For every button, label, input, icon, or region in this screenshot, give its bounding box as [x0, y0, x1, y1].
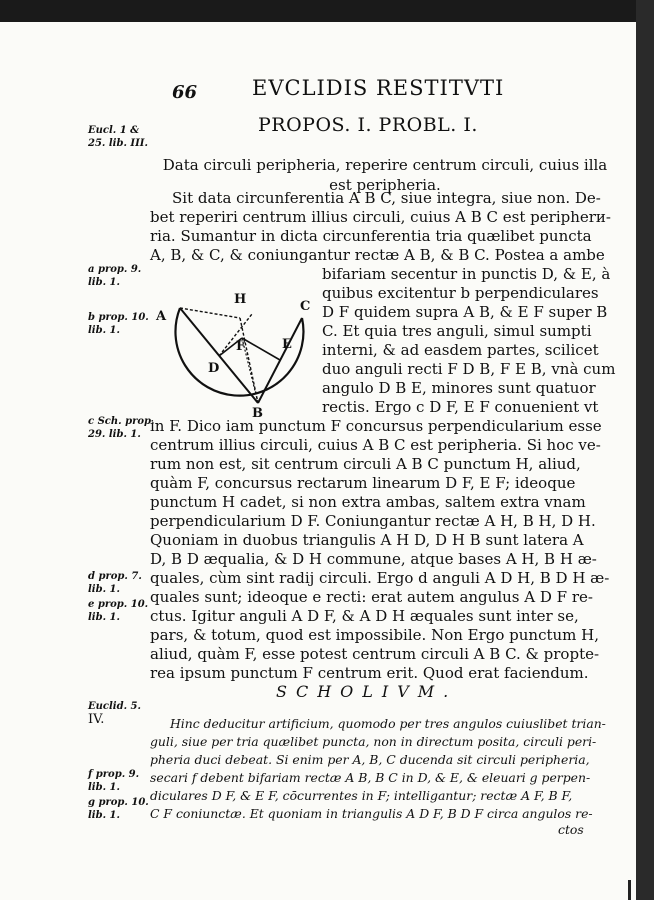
- body-line: quales, cùm sint radij circuli. Ergo d anguli A D H, B D H æ-: [150, 569, 610, 587]
- margin-note: [88, 311, 149, 337]
- scan-top-border: [0, 0, 654, 22]
- body-line: duo anguli recti F D B, F E B, vnà cum: [322, 360, 616, 378]
- margin-note-line: 29. lib. 1.: [88, 429, 141, 440]
- body-line: centrum illius circuli, cuius A B C est peripheria. Si hoc ve-: [150, 436, 601, 454]
- margin-note: [88, 598, 148, 624]
- margin-note-line: 25. lib. III.: [88, 138, 148, 149]
- body-line: quàm F, concursus rectarum linearum D F, E F; ideoque: [150, 474, 576, 492]
- body-line: pars, & totum, quod est impossibile. Non Ergo punctum H,: [150, 626, 600, 644]
- body-line-final: rea ipsum punctum F centrum erit. Quod erat faciendum.: [150, 664, 589, 682]
- geometry-figure: [150, 288, 320, 418]
- margin-note: [88, 124, 148, 150]
- body-line: A, B, & C, & coniungantur rectæ A B, & B C. Postea a ambe: [150, 246, 605, 264]
- margin-note-line: e prop. 10.: [88, 599, 149, 610]
- margin-note: [88, 263, 141, 289]
- body-line: C. Et quia tres anguli, simul sumpti: [322, 322, 592, 340]
- margin-note-line: a prop. 9.: [88, 264, 142, 275]
- body-line: punctum H cadet, si non extra ambas, saltem extra vnam: [150, 493, 586, 511]
- margin-note: [88, 700, 141, 726]
- margin-note-line: lib. 1.: [88, 277, 120, 288]
- scholium-line: ctos: [558, 822, 584, 837]
- body-line: quales sunt; ideoque e recti: erat autem angulus A D F re-: [150, 588, 593, 606]
- margin-note-line: lib. 1.: [88, 584, 120, 595]
- body-line: perpendicularium D F. Coniungantur rectæ A H, B H, D H.: [150, 512, 596, 530]
- margin-note-line: lib. 1.: [88, 810, 120, 821]
- line-ef: [242, 338, 280, 360]
- body-line: D F quidem supra A B, & E F super B: [322, 303, 608, 321]
- scholium-line: guli, siue per tria quælibet puncta, non in directum posita, circuli peri-: [150, 734, 597, 749]
- body-line: rum non est, sit centrum circuli A B C punctum H, aliud,: [150, 455, 581, 473]
- enunciation-line: est peripheria.: [329, 176, 441, 194]
- page-number: 66: [172, 82, 198, 103]
- body-line: in F. Dico iam punctum F concursus perpendicularium esse: [150, 417, 602, 435]
- running-title: EVCLIDIS RESTITVTI: [252, 76, 505, 100]
- scan-edge-mark: [628, 880, 631, 900]
- body-line: aliud, quàm F, esse potest centrum circuli A B C. & propte-: [150, 645, 600, 663]
- margin-note-line: Euclid. 5.: [88, 701, 141, 712]
- margin-note: [88, 570, 142, 596]
- margin-note: [88, 796, 149, 822]
- margin-note-line: b prop. 10.: [88, 312, 149, 323]
- body-line: D, B D æqualia, & D H commune, atque bases A H, B H æ-: [150, 550, 597, 568]
- body-line: bet reperiri centrum illius circuli, cuius A B C est peripherи-: [150, 208, 611, 226]
- proposition-title: PROPOS. I. PROBL. I.: [258, 114, 478, 136]
- margin-note-line: IV.: [88, 712, 105, 727]
- margin-note-line: d prop. 7.: [88, 571, 142, 582]
- scan-right-border: [636, 0, 654, 900]
- label-c: C: [300, 299, 311, 314]
- body-line: rectis. Ergo c D F, E F conuenient vt: [322, 398, 599, 416]
- body-line: Quoniam in duobus triangulis A H D, D H B sunt latera A: [150, 531, 584, 549]
- scholium-line: Hinc deducitur artificium, quomodo per tres angulos cuiuslibet trian-: [170, 716, 606, 731]
- label-f: F: [236, 339, 246, 354]
- margin-note: [88, 768, 139, 794]
- scholium-line: secari f debent bifariam rectæ A B, B C in D, & E, & eleuari g perpen-: [150, 770, 591, 785]
- body-line: ria. Sumantur in dicta circunferentia tria quælibet puncta: [150, 227, 592, 245]
- body-line: angulo D B E, minores sunt quatuor: [322, 379, 596, 397]
- margin-note-line: lib. 1.: [88, 782, 120, 793]
- label-e: E: [282, 337, 292, 352]
- margin-note-line: c Sch. prop.: [88, 416, 155, 427]
- scholium-line: diculares D F, & E F, cōcurrentes in F; intelligantur; rectæ A F, B F,: [150, 788, 573, 803]
- label-b: B: [252, 406, 263, 418]
- label-h: H: [234, 292, 247, 307]
- body-line: bifariam secentur in punctis D, & E, à: [322, 265, 611, 283]
- label-d: D: [208, 361, 220, 376]
- margin-note: [88, 415, 155, 441]
- body-line: quibus excitentur b perpendiculares: [322, 284, 599, 302]
- margin-note-line: g prop. 10.: [88, 797, 149, 808]
- scholium-title: SCHOLIVM.: [276, 682, 458, 701]
- label-a: A: [156, 309, 167, 324]
- margin-note-line: f prop. 9.: [88, 769, 140, 780]
- body-line: Sit data circunferentia A B C, siue integra, siue non. De-: [172, 189, 601, 207]
- body-line: interni, & ad easdem partes, scilicet: [322, 341, 599, 359]
- margin-note-line: lib. 1.: [88, 325, 120, 336]
- enunciation-line: Data circuli peripheria, reperire centrum circuli, cuius illa: [162, 156, 608, 174]
- line-ah: [180, 308, 240, 318]
- scholium-line: pheria duci debeat. Si enim per A, B, C ducenda sit circuli peripheria,: [150, 752, 590, 767]
- margin-note-line: lib. 1.: [88, 612, 120, 623]
- body-line: ctus. Igitur anguli A D F, & A D H æquales sunt inter se,: [150, 607, 579, 625]
- scholium-line: C F coniunctæ. Et quoniam in triangulis A D F, B D F circa angulos re-: [150, 806, 593, 821]
- margin-note-line: Eucl. 1 &: [88, 125, 140, 136]
